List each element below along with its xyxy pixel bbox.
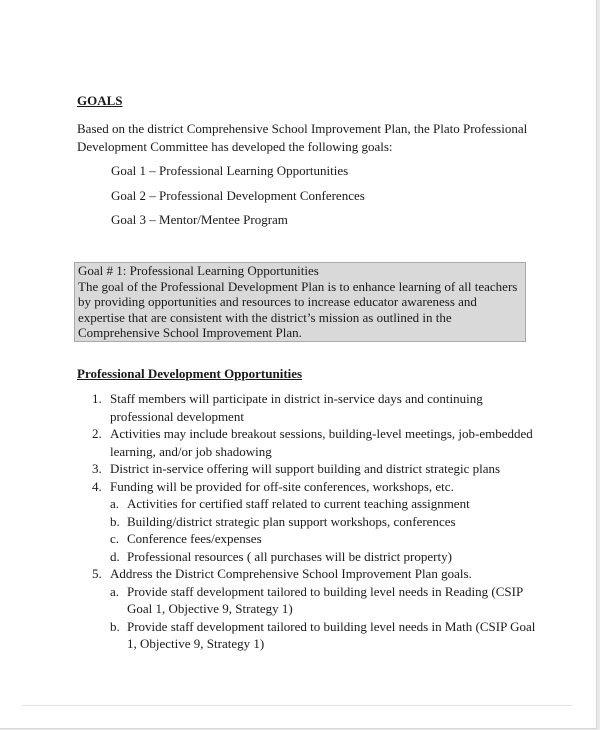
list-text: District in-service offering will support building and district strategic plans <box>110 461 501 476</box>
opportunities-heading: Professional Development Opportunities <box>77 366 303 381</box>
sub-list-item <box>77 530 547 548</box>
list-text: Funding will be provided for off-site conferences, workshops, etc. <box>110 478 454 494</box>
sub-list-item <box>77 495 547 513</box>
sub-list-item <box>77 583 547 618</box>
list-text: Activities may include breakout sessions, building-level meetings, job-embedded learning, and/or job shadowing <box>110 426 533 459</box>
list-number: 2. <box>92 426 102 441</box>
sub-list-letter: b. <box>110 618 120 634</box>
goal-item: Goal 3 – Mentor/Mentee Program <box>111 212 288 227</box>
goals-list <box>111 162 365 236</box>
list-item <box>77 390 547 425</box>
sub-list-item <box>77 618 547 653</box>
sub-list-letter: b. <box>110 513 120 529</box>
sub-list-letter: c. <box>110 531 120 546</box>
sub-list-letter: a. <box>110 583 120 599</box>
goal-box-body: The goal of the Professional Development Plan is to enhance learning of all teachers by providing opportunities and resources to increase educator awareness and expertise that are consistent with the district’s mission as outlined in the Comprehensive School Improvement Plan. <box>78 278 518 340</box>
list-item <box>77 478 547 496</box>
sub-list-text: Activities for certified staff related to current teaching assignment <box>127 496 470 511</box>
list-item <box>77 425 547 460</box>
list-text: Address the District Comprehensive School Improvement Plan goals. <box>110 566 472 581</box>
list-item <box>77 460 547 478</box>
opportunities-list <box>77 390 547 653</box>
sub-list-letter: a. <box>110 496 120 511</box>
list-item <box>77 565 547 583</box>
sub-list-letter: d. <box>110 548 120 564</box>
goal-1-box <box>74 262 526 342</box>
goals-heading: GOALS <box>77 93 123 108</box>
sub-list-item <box>77 513 547 531</box>
sub-list-text: Provide staff development tailored to building level needs in Math (CSIP Goal 1, Objective 9, Strategy 1) <box>127 618 536 651</box>
list-number: 5. <box>92 566 102 581</box>
sub-list-text: Conference fees/expenses <box>127 531 262 546</box>
sub-list-text: Provide staff development tailored to building level needs in Reading (CSIP Goal 1, Objective 9, Strategy 1) <box>127 583 523 616</box>
list-number: 3. <box>92 461 102 476</box>
list-text: Staff members will participate in district in-service days and continuing professional development <box>110 391 483 424</box>
page-divider <box>22 705 572 706</box>
goals-intro: Based on the district Comprehensive School Improvement Plan, the Plato Professional Development Committee has developed the following goals: <box>77 121 528 154</box>
goal-item: Goal 1 – Professional Learning Opportunities <box>111 163 349 178</box>
sub-list-text: Professional resources ( all purchases will be district property) <box>127 548 452 564</box>
goal-item: Goal 2 – Professional Development Conferences <box>111 187 365 203</box>
list-number: 4. <box>92 478 102 494</box>
list-number: 1. <box>92 391 102 406</box>
goal-box-title: Goal # 1: Professional Learning Opportunities <box>78 263 319 278</box>
sub-list-text: Building/district strategic plan support workshops, conferences <box>127 513 456 529</box>
sub-list-item <box>77 548 547 566</box>
